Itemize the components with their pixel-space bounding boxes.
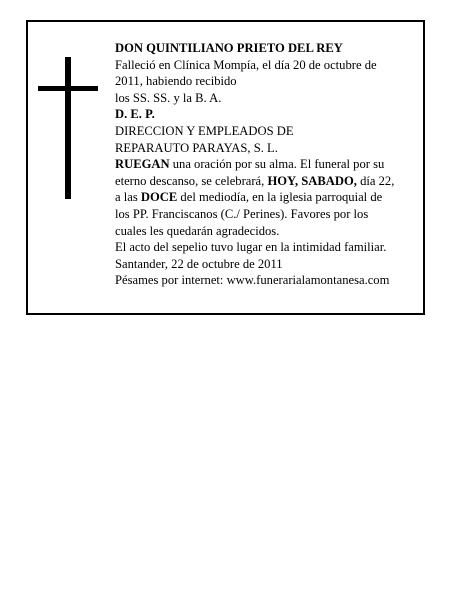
funeral-line-2-post: día 22, <box>356 173 395 188</box>
funeral-line-2 <box>115 173 421 190</box>
obituary-text <box>115 40 421 289</box>
death-line-2: 2011, habiendo recibido <box>115 74 237 89</box>
death-line-1: Falleció en Clínica Mompía, el día 20 de octubre de <box>115 57 377 72</box>
funeral-line-3 <box>115 189 421 206</box>
funeral-line-1 <box>115 156 421 173</box>
cross-horizontal-bar <box>38 86 98 91</box>
funeral-time: DOCE <box>140 190 178 205</box>
funeral-line-3-post: del mediodía, en la iglesia parroquial de <box>177 190 383 205</box>
company-line-1: DIRECCION Y EMPLEADOS DE <box>115 123 294 138</box>
funeral-line-3-pre: a las <box>115 190 141 205</box>
cross-vertical-bar <box>65 57 71 199</box>
ruegan-text: RUEGAN <box>115 157 170 172</box>
funeral-line-1-rest: una oración por su alma. El funeral por su <box>169 157 385 172</box>
funeral-line-5: cuales les quedarán agradecidos. <box>115 223 280 238</box>
place-date-line: Santander, 22 de octubre de 2011 <box>115 256 283 271</box>
condolences-line: Pésames por internet: www.funerarialamontanesa.com <box>115 273 390 288</box>
company-line-2: REPARAUTO PARAYAS, S. L. <box>115 140 278 155</box>
funeral-line-2-pre: eterno descanso, se celebrará, <box>115 173 268 188</box>
deceased-name: DON QUINTILIANO PRIETO DEL REY <box>115 41 343 55</box>
dep-line: D. E. P. <box>115 107 155 122</box>
burial-line: El acto del sepelio tuvo lugar en la intimidad familiar. <box>115 240 387 255</box>
funeral-day: HOY, SABADO, <box>267 173 357 188</box>
funeral-line-4: los PP. Franciscanos (C./ Perines). Favores por los <box>115 206 369 221</box>
death-line-3: los SS. SS. y la B. A. <box>115 90 222 105</box>
obituary-notice <box>26 20 425 315</box>
